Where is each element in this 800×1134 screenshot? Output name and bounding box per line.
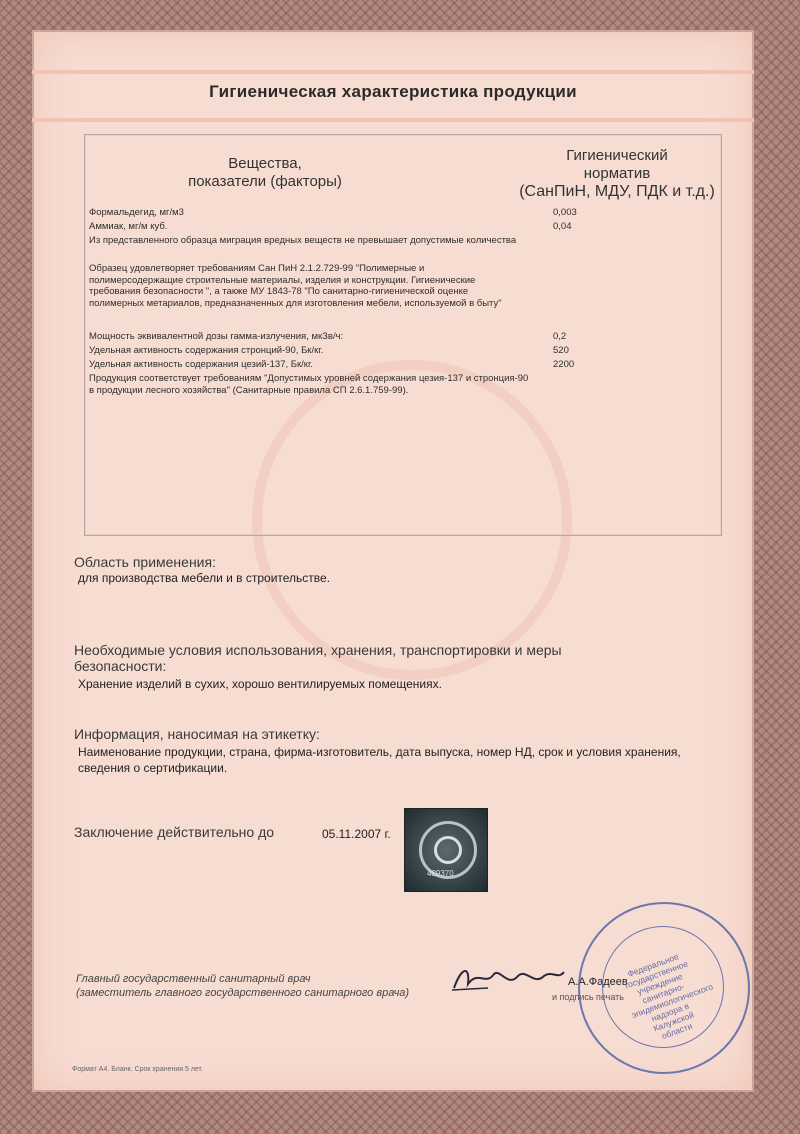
table-row-label: Продукция соответствует требованиям "Допустимых уровней содержания цезия-137 и стронция-90 в продукции лесного хозяйства" (Санитарные правила СП 2.6.1.759-99). xyxy=(89,373,529,396)
signer-name: А.А.Фадеев xyxy=(568,976,628,988)
decor-stripe xyxy=(32,118,754,122)
header-line: норматив xyxy=(583,165,651,182)
table-row-label: Аммиак, мг/м куб. xyxy=(89,221,168,232)
signatory-title xyxy=(76,972,409,1000)
table-row-value: 0,2 xyxy=(553,331,567,342)
scope-heading: Область применения: xyxy=(74,554,216,570)
table-row-value: 0,003 xyxy=(553,207,577,218)
handwritten-signature xyxy=(448,958,568,998)
validity-date: 05.11.2007 г. xyxy=(322,827,391,841)
label-info-text: Наименование продукции, страна, фирма-изготовитель, дата выпуска, номер НД, срок и условия хранения, сведения о сертификации. xyxy=(78,745,681,775)
validity-label: Заключение действительно до xyxy=(74,824,275,840)
signatory-line: (заместитель главного государственного санитарного врача) xyxy=(76,987,410,999)
table-row-label: Образец удовлетворяет требованиям Сан ПиН 2.1.2.729-99 "Полимерные и полимерсодержащие строительные материалы, изделия и конструкции. Гигиенические требования безопасности ", а также МУ 1843-78 "По санитарно-гигиенической оценке полимерных метариалов, предназначенных для изготовления мебели, используемой в быту" xyxy=(89,263,502,309)
header-line: Гигиенический xyxy=(566,147,668,164)
hologram-center xyxy=(434,836,462,864)
official-seal xyxy=(578,902,750,1074)
document-title: Гигиеническая характеристика продукции xyxy=(209,82,577,101)
table-row-label: Удельная активность содержания стронций-90, Бк/кг. xyxy=(89,345,324,356)
seal-text: Федеральное государственное учреждение санитарно-эпидемиологического надзора в Калужской области xyxy=(623,951,715,1042)
document-sheet xyxy=(32,30,754,1092)
table-row-label: Мощность эквивалентной дозы гамма-излучения, мкЗв/ч: xyxy=(89,331,344,342)
table-row-label: Из представленного образца миграция вредных веществ не превышает допустимые количества xyxy=(89,235,517,246)
header-line: (СанПиН, МДУ, ПДК и т.д.) xyxy=(519,183,715,200)
scope-text: для производства мебели и в строительстве. xyxy=(78,571,331,585)
signatory-line: Главный государственный санитарный врач xyxy=(76,973,311,985)
hygiene-table xyxy=(84,134,722,536)
table-row-value: 0,04 xyxy=(553,221,572,232)
label-info-heading: Информация, наносимая на этикетку: xyxy=(74,726,320,742)
signature-note: и подпись печать xyxy=(552,992,624,1002)
table-row-label: Удельная активность содержания цезий-137, Бк/кг. xyxy=(89,359,313,370)
header-line: показатели (факторы) xyxy=(188,173,342,190)
table-header-substances xyxy=(135,155,395,191)
hologram-sticker xyxy=(404,808,488,892)
decor-stripe xyxy=(32,70,754,74)
table-header-norms xyxy=(487,147,747,201)
conditions-heading: Необходимые условия использования, хранения, транспортировки и меры безопасности: xyxy=(74,642,562,674)
conditions-text: Хранение изделий в сухих, хорошо вентилируемых помещениях. xyxy=(78,677,442,691)
footer-note: Формат А4. Бланк. Срок хранения 5 лет. xyxy=(72,1066,203,1073)
table-row-value: 2200 xyxy=(553,359,575,370)
header-line: Вещества, xyxy=(228,155,302,172)
table-row-value: 520 xyxy=(553,345,569,356)
hologram-number: 489370 xyxy=(427,869,454,878)
table-row-label: Формальдегид, мг/м3 xyxy=(89,207,184,218)
